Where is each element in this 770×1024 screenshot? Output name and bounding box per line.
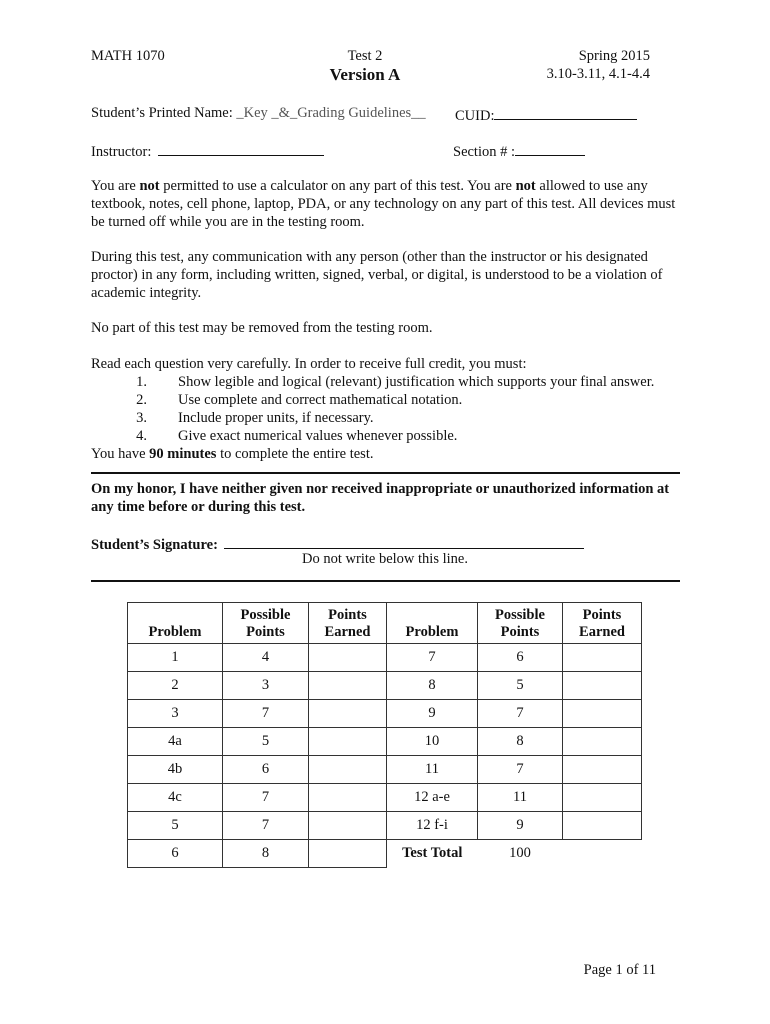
page-number: Page 1 of 11 [583, 962, 656, 978]
earned-cell[interactable] [563, 672, 642, 700]
header-possible-points: Possible Points [478, 603, 563, 644]
instructions-intro: Read each question very carefully. In order to receive full credit, you must: [91, 356, 527, 372]
problem-cell: 10 [387, 728, 478, 756]
earned-cell[interactable] [563, 644, 642, 672]
score-table [127, 602, 642, 868]
problem-cell: 7 [387, 644, 478, 672]
problem-cell: 9 [387, 700, 478, 728]
possible-cell: 6 [478, 644, 563, 672]
do-not-write-note: Do not write below this line. [302, 551, 468, 567]
time-limit [91, 445, 683, 463]
problem-cell: 4b [128, 756, 223, 784]
course-code: MATH 1070 [91, 48, 165, 64]
earned-cell[interactable] [309, 644, 387, 672]
earned-cell[interactable] [309, 840, 387, 868]
table-row [128, 756, 642, 784]
problem-cell: 8 [387, 672, 478, 700]
problem-cell: 11 [387, 756, 478, 784]
name-value: _Key _&_Grading Guidelines__ [236, 105, 426, 121]
possible-cell: 5 [478, 672, 563, 700]
version-title: Version A [329, 65, 401, 84]
instructor-blank[interactable] [158, 141, 324, 156]
term: Spring 2015 [578, 48, 650, 64]
earned-cell[interactable] [309, 728, 387, 756]
cuid-row [455, 105, 637, 125]
possible-cell: 7 [478, 700, 563, 728]
table-header-row [128, 603, 642, 644]
time-text-a: You have [91, 446, 150, 462]
honor-pledge: On my honor, I have neither given nor received inappropriate or unauthorized information at any time before or during this test. [91, 481, 670, 515]
cuid-blank[interactable] [494, 105, 637, 120]
earned-cell[interactable] [309, 756, 387, 784]
policy-text-c: allowed to use any textbook, notes, cell phone, laptop, PDA, or any technology on any part of this test. All devices must be turned off while you are in the testing room. [91, 178, 676, 230]
possible-cell: 6 [223, 756, 309, 784]
test-total-value: 100 [509, 845, 531, 862]
test-total-earned [563, 840, 642, 868]
problem-cell: 4c [128, 784, 223, 812]
instructor-row [91, 141, 324, 161]
possible-cell: 4 [223, 644, 309, 672]
policy-text-b: permitted to use a calculator on any part of this test. You are [159, 178, 516, 194]
problem-cell: 3 [128, 700, 223, 728]
divider-bottom [91, 580, 680, 582]
possible-cell: 11 [478, 784, 563, 812]
table-row [128, 840, 642, 868]
earned-cell[interactable] [563, 784, 642, 812]
divider-top [91, 472, 680, 474]
possible-cell: 7 [478, 756, 563, 784]
time-text-c: to complete the entire test. [216, 446, 374, 462]
policy-not-2: not [515, 178, 536, 194]
possible-cell: 5 [223, 728, 309, 756]
test-number: Test 2 [347, 48, 383, 64]
earned-cell[interactable] [309, 812, 387, 840]
table-row [128, 728, 642, 756]
section-blank[interactable] [515, 141, 585, 156]
calculator-policy [91, 177, 683, 231]
signature-blank[interactable] [224, 534, 584, 549]
sections-covered: 3.10-3.11, 4.1-4.4 [546, 66, 650, 82]
list-item: 4. Give exact numerical values whenever possible. [136, 428, 458, 444]
possible-cell: 7 [223, 700, 309, 728]
possible-cell: 3 [223, 672, 309, 700]
header-points-earned: Points Earned [309, 603, 387, 644]
policy-not-1: not [139, 178, 160, 194]
list-item: 1. Show legible and logical (relevant) justification which supports your final answer. [136, 374, 655, 390]
earned-cell[interactable] [309, 672, 387, 700]
problem-cell: 4a [128, 728, 223, 756]
instructor-label: Instructor: [91, 144, 152, 160]
earned-cell[interactable] [309, 784, 387, 812]
table-row [128, 784, 642, 812]
possible-cell: 7 [223, 812, 309, 840]
problem-cell: 12 f-i [387, 812, 478, 840]
header-problem: Problem [387, 603, 478, 644]
header-points-earned: Points Earned [563, 603, 642, 644]
problem-cell: 5 [128, 812, 223, 840]
header-problem: Problem [128, 603, 223, 644]
earned-cell[interactable] [563, 728, 642, 756]
problem-cell: 2 [128, 672, 223, 700]
name-row [91, 105, 426, 122]
list-item: 3. Include proper units, if necessary. [136, 410, 374, 426]
table-row [128, 644, 642, 672]
possible-cell: 7 [223, 784, 309, 812]
time-minutes: 90 minutes [149, 446, 217, 462]
removal-policy: No part of this test may be removed from the testing room. [91, 320, 433, 336]
problem-cell: 1 [128, 644, 223, 672]
possible-cell: 8 [223, 840, 309, 868]
name-label: Student’s Printed Name: [91, 105, 233, 121]
earned-cell[interactable] [563, 756, 642, 784]
problem-cell: 12 a-e [387, 784, 478, 812]
table-row [128, 700, 642, 728]
cuid-label: CUID: [455, 108, 495, 124]
signature-label: Student’s Signature: [91, 537, 218, 553]
earned-cell[interactable] [563, 700, 642, 728]
table-row [128, 672, 642, 700]
possible-cell: 9 [478, 812, 563, 840]
policy-text-a: You are [91, 178, 140, 194]
problem-cell: 6 [128, 840, 223, 868]
list-item: 2. Use complete and correct mathematical notation. [136, 392, 463, 408]
section-row [453, 141, 585, 161]
integrity-policy: During this test, any communication with any person (other than the instructor or his designated proctor) in any form, including written, signed, verbal, or digital, is understood to be a violation of academic integrity. [91, 249, 663, 301]
section-label: Section # : [453, 144, 516, 160]
earned-cell[interactable] [309, 700, 387, 728]
instructions-list [127, 373, 687, 445]
test-total-label: Test Total [387, 840, 478, 868]
earned-cell[interactable] [563, 812, 642, 840]
table-row [128, 812, 642, 840]
possible-cell: 8 [478, 728, 563, 756]
header-possible-points: Possible Points [223, 603, 309, 644]
